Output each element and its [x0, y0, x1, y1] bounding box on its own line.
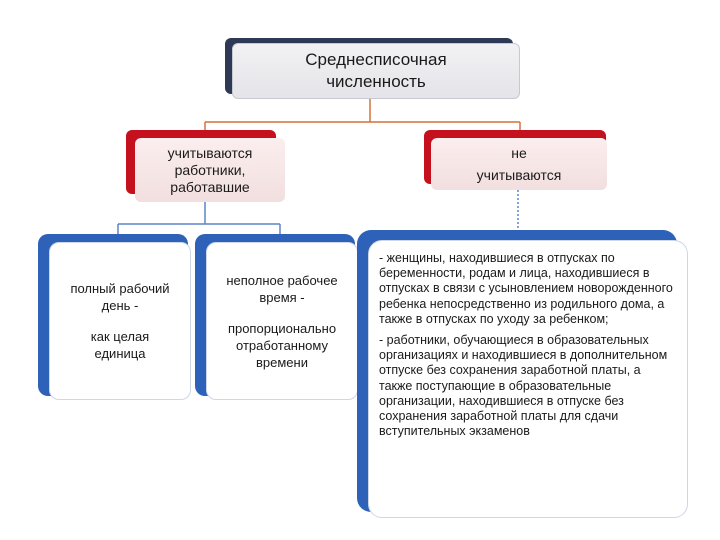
full-day-box [49, 242, 191, 400]
root-title-line1: Среднесписочная [305, 50, 447, 69]
full-day-line3: как целая [90, 329, 150, 344]
not-counted-line1: не [511, 144, 527, 161]
full-day-line2: день - [101, 298, 139, 313]
counted-line2: работники, [174, 161, 246, 178]
root-title-line2: численность [326, 72, 426, 91]
not-counted-box [431, 138, 607, 190]
part-time-line1: неполное рабочее [226, 272, 338, 288]
exclusions-box [368, 240, 688, 518]
part-time-line2: время - [259, 289, 305, 305]
counted-line3: работавшие [170, 178, 250, 195]
part-time-line5: времени [256, 354, 308, 370]
full-day-line4: единица [94, 346, 146, 361]
root-box [232, 43, 520, 99]
full-day-line1: полный рабочий [70, 281, 170, 296]
not-counted-line2: учитываются [476, 166, 562, 183]
part-time-line4: отработанному [236, 337, 328, 353]
part-time-line3: пропорционально [227, 320, 337, 336]
part-time-box [206, 242, 358, 400]
exclusion-item-1: - женщины, находившиеся в отпусках по беременности, родам и лица, находившиеся в отпусках в связи с усыновлением новорожденного ребенка непосредственно из родильного дома, а также в отпусках по уходу за ребенком; [379, 251, 673, 326]
counted-line1: учитываются [167, 144, 253, 161]
exclusion-item-2: - работники, обучающиеся в образовательных организациях и находившиеся в дополнительном отпуске без сохранения заработной платы, а также поступающие в образовательные организации, находившиеся в отпуске без сохранения заработной платы для сдачи вступительных экзаменов [379, 333, 668, 439]
counted-box [135, 138, 285, 202]
